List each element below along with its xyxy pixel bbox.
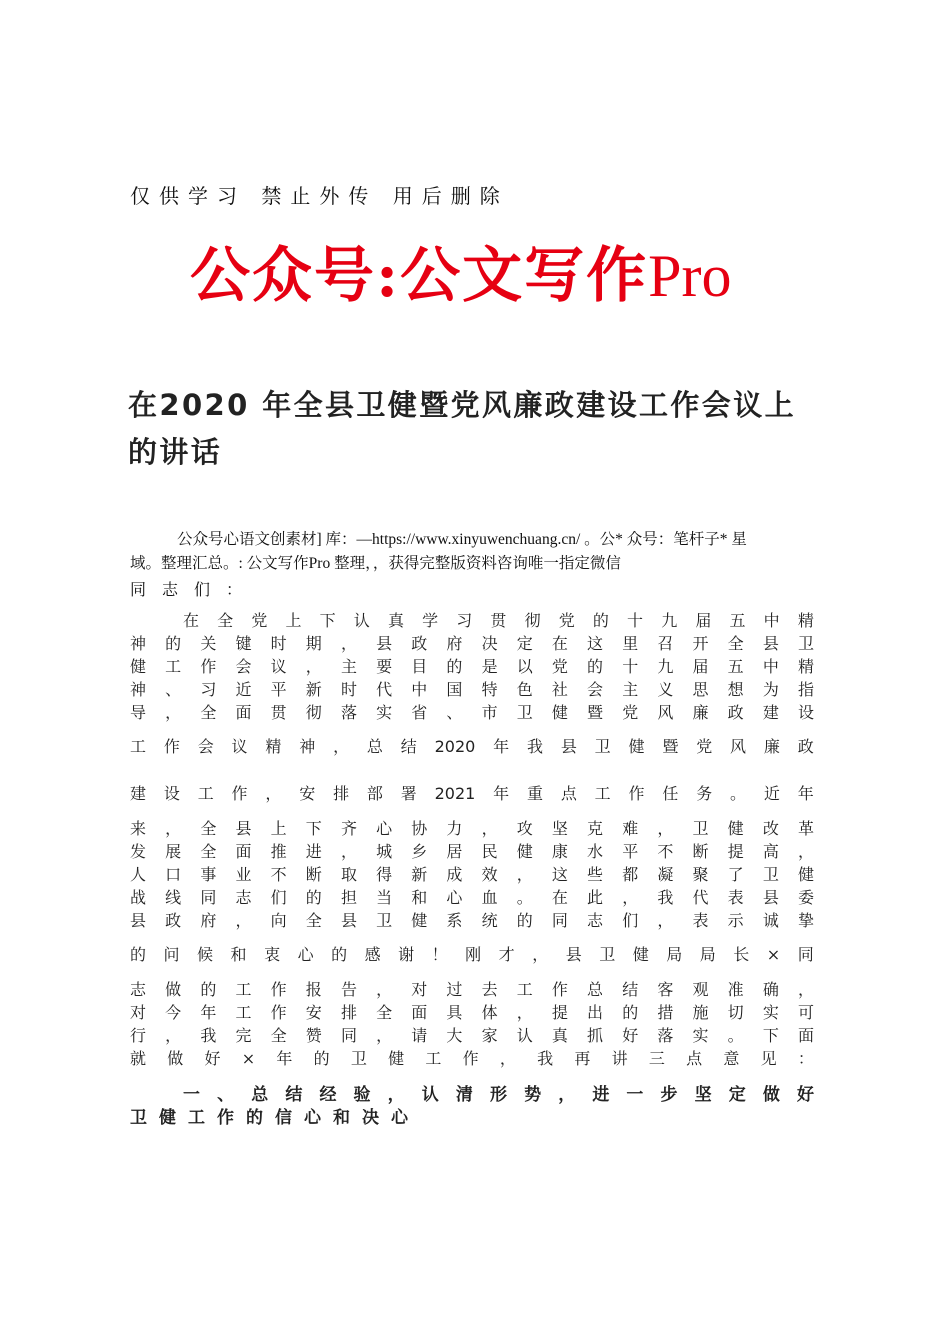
title-line-2: 的讲话 <box>128 435 223 469</box>
body-line-9: 人 口 事 业 不 断 取 得 新 成 效 ， 这 些 都 凝 聚 了 卫 健 <box>130 865 814 884</box>
body-line-0: 在 全 党 上 下 认 真 学 习 贯 彻 党 的 十 九 届 五 中 精 <box>183 611 814 630</box>
section-heading-line-0: 一 、 总 结 经 验 ， 认 清 形 势 ， 进 一 步 坚 定 做 好 <box>183 1085 814 1105</box>
source-note <box>130 528 830 576</box>
body-line-12: 的 问 候 和 衷 心 的 感 谢 ！ 刚 才 ， 县 卫 健 局 局 长 × 同 <box>130 945 814 964</box>
body-line-5: 工 作 会 议 精 神 ， 总 结 2020 年 我 县 卫 健 暨 党 风 廉 政 <box>130 737 814 756</box>
body-line-4: 导 ， 全 面 贯 彻 落 实 省 、 市 卫 健 暨 党 风 廉 政 建 设 <box>130 703 814 722</box>
brand-watermark <box>190 228 732 314</box>
source-line-1: 公众号心语文创素材] 库：—https://www.xinyuwenchuang.cn/ 。公* 众号：笔杆子* 星 <box>177 531 747 548</box>
source-line-2: 域。整理汇总。: 公文写作Pro 整理，，获得完整版资料咨询唯一指定微信 <box>130 555 621 572</box>
title-line-1: 在2020 年全县卫健暨党风廉政建设工作会议上 <box>128 388 797 422</box>
body-line-13: 志 做 的 工 作 报 告 ， 对 过 去 工 作 总 结 客 观 准 确 ， <box>130 980 814 999</box>
body-line-8: 发 展 全 面 推 进 ， 城 乡 居 民 健 康 水 平 不 断 提 高 ， <box>130 842 814 861</box>
body-line-1: 神 的 关 键 时 期 ， 县 政 府 决 定 在 这 里 召 开 全 县 卫 <box>130 634 814 653</box>
brand-en: Pro <box>648 243 732 309</box>
body-line-2: 健 工 作 会 议 ， 主 要 目 的 是 以 党 的 十 九 届 五 中 精 <box>130 657 814 676</box>
body-line-15: 行 ， 我 完 全 赞 同 ， 请 大 家 认 真 抓 好 落 实 。 下 面 <box>130 1026 814 1045</box>
usage-notice: 仅供学习 禁止外传 用后删除 <box>130 184 509 208</box>
section-heading-line-1: 卫 健 工 作 的 信 心 和 决 心 <box>130 1108 408 1128</box>
body-line-3: 神 、 习 近 平 新 时 代 中 国 特 色 社 会 主 义 思 想 为 指 <box>130 680 814 699</box>
brand-cn: 公众号:公文写作 <box>190 241 649 311</box>
body-line-10: 战 线 同 志 们 的 担 当 和 心 血 。 在 此 ， 我 代 表 县 委 <box>130 888 814 907</box>
body-line-6: 建 设 工 作 ， 安 排 部 署 2021 年 重 点 工 作 任 务 。 近 年 <box>130 784 814 803</box>
body-line-14: 对 今 年 工 作 安 排 全 面 具 体 ， 提 出 的 措 施 切 实 可 <box>130 1003 814 1022</box>
body-line-11: 县 政 府 ， 向 全 县 卫 健 系 统 的 同 志 们 ， 表 示 诚 挚 <box>130 911 814 930</box>
document-title <box>128 382 828 476</box>
body-line-16: 就 做 好 × 年 的 卫 健 工 作 ， 我 再 讲 三 点 意 见 ： <box>130 1049 814 1068</box>
greeting: 同志们： <box>130 580 259 599</box>
body-line-7: 来 ， 全 县 上 下 齐 心 协 力 ， 攻 坚 克 难 ， 卫 健 改 革 <box>130 819 814 838</box>
